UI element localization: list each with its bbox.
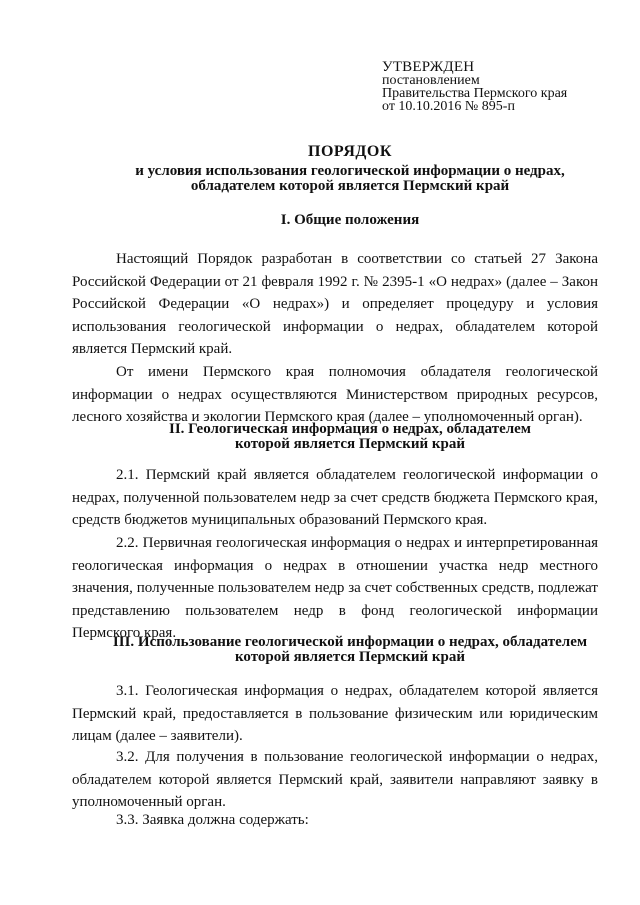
document-subtitle-line-2: обладателем которой является Пермский край xyxy=(190,178,510,194)
section-2-paragraph-2: 2.2. Первичная геологическая информация о недрах и интерпретированная геологическая информация о недрах в отношении участка недр местного значения, полученные пользователем недр за счет собственных средств, подлежат представлению пользователем недр в фонд геологической информации Пермского края. xyxy=(72,535,598,641)
section-3-heading-line-2: которой является Пермский край xyxy=(234,649,466,665)
section-2-paragraph-1: 2.1. Пермский край является обладателем геологической информации о недрах, полученной пользователем недр за счет средств бюджета Пермского края, средств бюджетов муниципальных образований Пермского края. xyxy=(72,467,598,528)
approval-line-4: от 10.10.2016 № 895-п xyxy=(382,99,515,114)
approval-line-3: Правительства Пермского края xyxy=(382,86,568,101)
document-title: ПОРЯДОК xyxy=(308,143,392,160)
section-2-heading xyxy=(100,422,600,452)
approval-stamp xyxy=(382,61,622,113)
section-2-heading-line-2: которой является Пермский край xyxy=(234,436,466,452)
approval-heading: УТВЕРЖДЕН xyxy=(382,59,475,75)
section-1-paragraph-1: Настоящий Порядок разработан в соответствии со статьей 27 Закона Российской Федерации от 21 февраля 1992 г. № 2395-1 «О недрах» (далее – Закон Российской Федерации «О недрах») и определяет процедуру и условия использования геологической информации о недрах, обладателем которой является Пермский край. xyxy=(72,251,598,357)
section-3-paragraph-2: 3.2. Для получения в пользование геологической информации о недрах, обладателем которой является Пермский край, заявители направляют заявку в уполномоченный орган. xyxy=(72,749,598,810)
section-3-heading-line-1: III. Использование геологической информации о недрах, обладателем xyxy=(112,634,588,650)
approval-line-2: постановлением xyxy=(382,73,480,88)
section-3-paragraph-1: 3.1. Геологическая информация о недрах, обладателем которой является Пермский край, предоставляется в пользование физическим или юридическим лицам (далее – заявители). xyxy=(72,683,598,744)
document-subtitle xyxy=(100,164,600,194)
section-3-heading xyxy=(100,635,600,665)
section-2-heading-line-1: II. Геологическая информация о недрах, обладателем xyxy=(168,421,532,437)
section-3-paragraph-3: 3.3. Заявка должна содержать: xyxy=(116,812,309,828)
section-1-heading: I. Общие положения xyxy=(280,212,420,228)
section-1-paragraph-2: От имени Пермского края полномочия обладателя геологической информации о недрах осуществляются Министерством природных ресурсов, лесного хозяйства и экологии Пермского края (далее – уполномоченный орган). xyxy=(72,364,598,425)
document-subtitle-line-1: и условия использования геологической информации о недрах, xyxy=(135,163,565,179)
